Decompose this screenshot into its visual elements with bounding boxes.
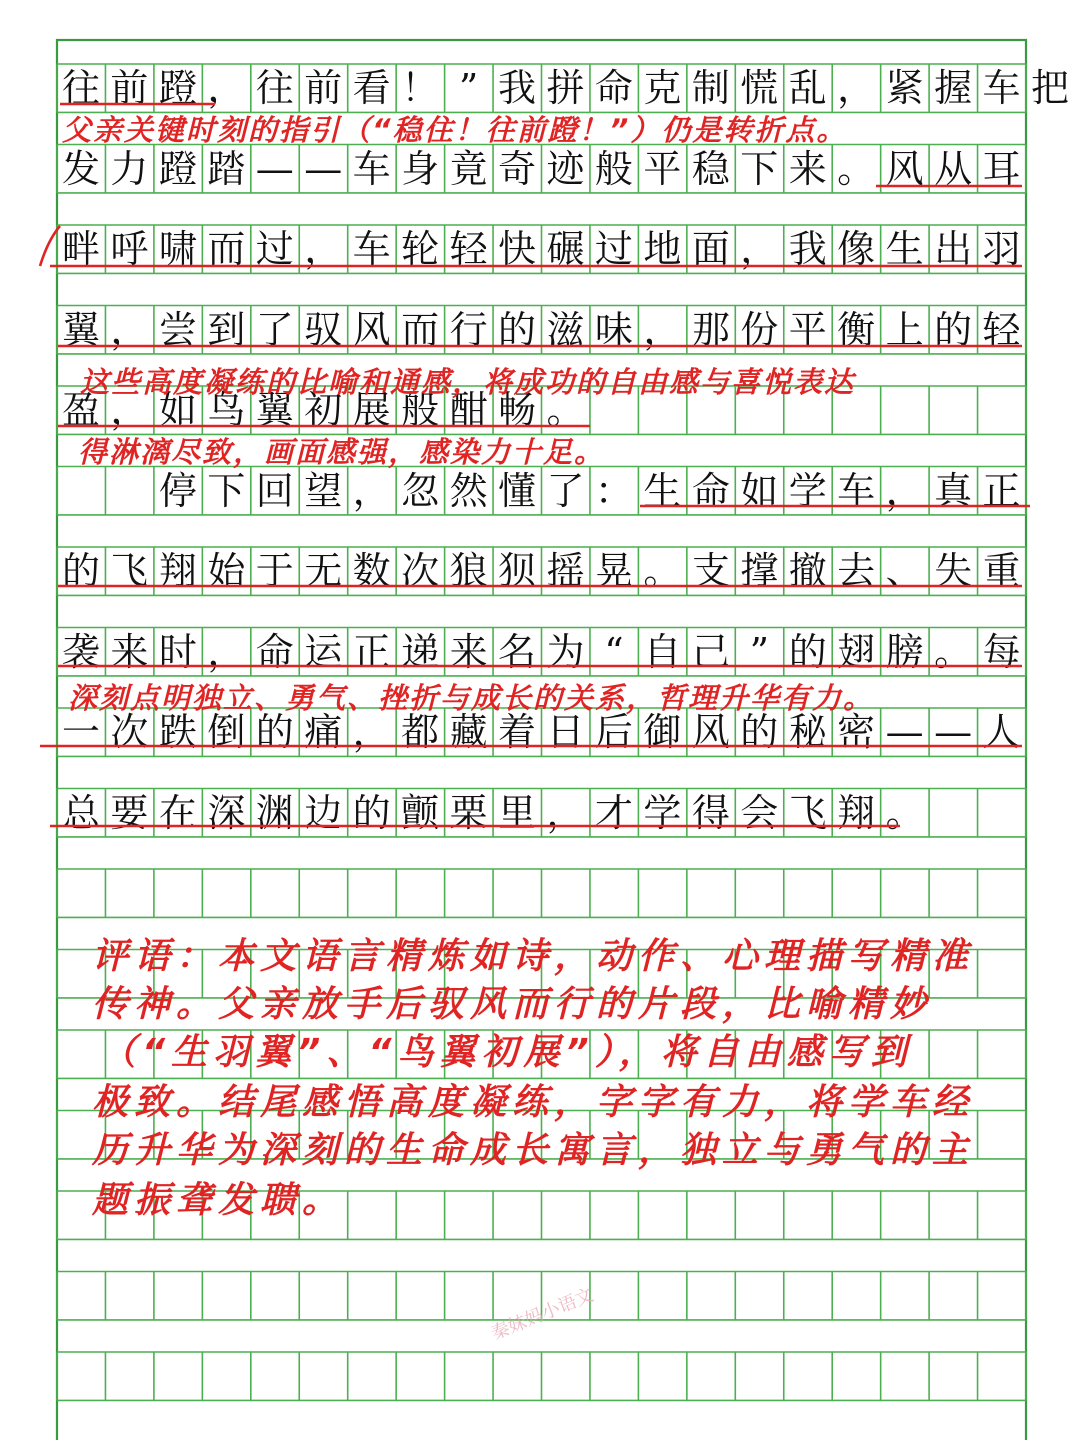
essay-char: 的 <box>352 790 391 835</box>
essay-char: 密 <box>837 710 876 754</box>
comment-line-6: 题振聋发聩。 <box>92 1180 345 1221</box>
essay-char: 的 <box>61 549 100 593</box>
essay-char: 袭 <box>61 629 100 674</box>
essay-char: 初 <box>304 388 343 432</box>
essay-char: 学 <box>643 790 682 835</box>
essay-char: — <box>255 146 294 191</box>
essay-char: 奇 <box>498 146 537 191</box>
essay-char: 去 <box>837 549 876 593</box>
essay-char: 都 <box>401 710 440 754</box>
essay-char: 轮 <box>401 227 440 271</box>
essay-char: 了 <box>546 468 585 513</box>
essay-char: 摇 <box>546 549 585 593</box>
essay-char: 制 <box>691 66 730 110</box>
essay-char: 从 <box>934 146 973 191</box>
essay-char: ” <box>749 629 770 674</box>
essay-char: 于 <box>255 549 294 593</box>
essay-char: 懂 <box>498 468 537 513</box>
essay-char: 车 <box>982 66 1021 110</box>
essay-char: 。 <box>643 549 682 593</box>
essay-char: 里 <box>498 790 537 835</box>
annotation-2: 这些高度凝练的比喻和通感，将成功的自由感与喜悦表达 <box>80 365 856 399</box>
essay-char: 呼 <box>110 227 149 271</box>
essay-char: 会 <box>740 790 779 835</box>
essay-char: 。 <box>837 146 876 191</box>
essay-char: 来 <box>110 629 149 674</box>
essay-char: 跌 <box>158 710 197 754</box>
essay-char: 学 <box>788 468 827 513</box>
essay-char: 己 <box>691 629 730 674</box>
essay-char: 发 <box>61 146 100 191</box>
essay-char: 总 <box>61 790 100 835</box>
essay-char: 过 <box>255 227 294 271</box>
essay-char: 膀 <box>885 629 924 674</box>
essay-char: 重 <box>982 549 1021 593</box>
essay-char: 拼 <box>546 66 585 110</box>
essay-char: 的 <box>498 307 537 352</box>
essay-char: 畔 <box>61 227 100 271</box>
essay-char: 时 <box>158 629 197 674</box>
essay-char: 得 <box>691 790 730 835</box>
essay-char: ， <box>546 790 585 835</box>
essay-char: ， <box>352 710 391 754</box>
essay-char: 驭 <box>304 307 343 352</box>
essay-char: ， <box>740 227 779 271</box>
essay-char: 深 <box>207 790 246 835</box>
essay-char: 后 <box>594 710 633 754</box>
essay-char: 狼 <box>449 549 488 593</box>
essay-char: 始 <box>207 549 246 593</box>
essay-char: 往 <box>61 66 100 110</box>
essay-char: 在 <box>158 790 197 835</box>
essay-char: 自 <box>643 629 682 674</box>
essay-char: 上 <box>885 307 924 352</box>
essay-char: 出 <box>934 227 973 271</box>
essay-char: 鸟 <box>207 388 246 432</box>
essay-char: 正 <box>352 629 391 674</box>
essay-char: 车 <box>352 227 391 271</box>
essay-char: 碾 <box>546 227 585 271</box>
essay-char: 的 <box>788 629 827 674</box>
essay-char: 为 <box>546 629 585 674</box>
essay-char: ： <box>594 468 633 513</box>
essay-char: 畅 <box>498 388 537 432</box>
essay-char: 乱 <box>788 66 827 110</box>
essay-char: 滋 <box>546 307 585 352</box>
essay-char: 般 <box>401 388 440 432</box>
essay-char: 渊 <box>255 790 294 835</box>
essay-char: 车 <box>352 146 391 191</box>
essay-char: 无 <box>304 549 343 593</box>
essay-char: 颤 <box>401 790 440 835</box>
essay-char: 我 <box>788 227 827 271</box>
essay-char: 而 <box>207 227 246 271</box>
essay-char: 真 <box>934 468 973 513</box>
essay-char: 平 <box>788 307 827 352</box>
essay-char: 递 <box>401 629 440 674</box>
essay-char: 命 <box>691 468 730 513</box>
essay-char: 轻 <box>982 307 1021 352</box>
essay-char: 展 <box>352 388 391 432</box>
essay-char: 风 <box>352 307 391 352</box>
comment-line-3: （“生羽翼”、“鸟翼初展”），将自由感写到 <box>100 1032 913 1073</box>
essay-char: 的 <box>255 710 294 754</box>
essay-char: 。 <box>934 629 973 674</box>
essay-char: 份 <box>740 307 779 352</box>
essay-char: ， <box>110 307 149 352</box>
essay-char: 紧 <box>885 66 924 110</box>
essay-char: 、 <box>885 549 924 593</box>
annotation-4: 深刻点明独立、勇气、挫折与成长的关系，哲理升华有力。 <box>68 681 875 715</box>
essay-char: 失 <box>934 549 973 593</box>
essay-char: 耳 <box>982 146 1021 191</box>
essay-char: 盈 <box>61 388 100 432</box>
annotation-1: 父亲关键时刻的指引（“稳住！往前蹬！”）仍是转折点。 <box>62 113 848 147</box>
essay-char: 如 <box>158 388 197 432</box>
essay-char: 数 <box>352 549 391 593</box>
essay-char: 到 <box>207 307 246 352</box>
essay-char: 日 <box>546 710 585 754</box>
essay-char: 下 <box>740 146 779 191</box>
essay-char: 栗 <box>449 790 488 835</box>
essay-char: 每 <box>982 629 1021 674</box>
essay-char: 秘 <box>788 710 827 754</box>
essay-char: 人 <box>982 710 1021 754</box>
essay-char: 撑 <box>740 549 779 593</box>
essay-char: 次 <box>110 710 149 754</box>
essay-char: 的 <box>740 710 779 754</box>
essay-char: 来 <box>788 146 827 191</box>
essay-char: 竟 <box>449 146 488 191</box>
essay-char: 过 <box>594 227 633 271</box>
essay-char: 慌 <box>740 66 779 110</box>
essay-char: 生 <box>885 227 924 271</box>
essay-char: 克 <box>643 66 682 110</box>
essay-char: 如 <box>740 468 779 513</box>
essay-char: 下 <box>207 468 246 513</box>
essay-char: 平 <box>643 146 682 191</box>
essay-char: ， <box>352 468 391 513</box>
essay-char: 御 <box>643 710 682 754</box>
essay-char: 痛 <box>304 710 343 754</box>
comment-line-5: 历升华为深刻的生命成长寓言，独立与勇气的主 <box>92 1130 975 1171</box>
essay-char: 衡 <box>837 307 876 352</box>
essay-char: 我 <box>498 66 537 110</box>
essay-char: 迹 <box>546 146 585 191</box>
essay-char: 次 <box>401 549 440 593</box>
essay-char: 命 <box>594 66 633 110</box>
essay-char: 风 <box>885 146 924 191</box>
watermark: 秦妹妈小语文 <box>488 1284 597 1345</box>
essay-char: 望 <box>304 468 343 513</box>
essay-char: 翔 <box>158 549 197 593</box>
essay-char: 忽 <box>401 468 440 513</box>
essay-char: 尝 <box>158 307 197 352</box>
essay-char: 味 <box>594 307 633 352</box>
essay-char: ， <box>885 468 924 513</box>
essay-char: 蹬 <box>158 66 197 110</box>
essay-char: 酣 <box>449 388 488 432</box>
essay-char: 的 <box>934 307 973 352</box>
essay-char: 踏 <box>207 146 246 191</box>
essay-char: — <box>304 146 343 191</box>
essay-char: 狈 <box>498 549 537 593</box>
essay-char: 翔 <box>837 790 876 835</box>
essay-char: 正 <box>982 468 1021 513</box>
essay-char: 面 <box>691 227 730 271</box>
comment-line-4: 极致。结尾感悟高度凝练，字字有力，将学车经 <box>92 1082 975 1123</box>
essay-char: 运 <box>304 629 343 674</box>
essay-char: ， <box>837 66 876 110</box>
essay-char: 力 <box>110 146 149 191</box>
essay-char: ， <box>207 629 246 674</box>
essay-char: 才 <box>594 790 633 835</box>
essay-char: 前 <box>304 66 343 110</box>
essay-char: 一 <box>61 710 100 754</box>
essay-char: ， <box>207 66 246 110</box>
essay-char: 飞 <box>110 549 149 593</box>
essay-char: — <box>934 710 973 754</box>
essay-char: ， <box>110 388 149 432</box>
essay-char: 蹬 <box>158 146 197 191</box>
essay-char: ， <box>643 307 682 352</box>
essay-char: 握 <box>934 66 973 110</box>
essay-char <box>57 467 105 515</box>
essay-char: 来 <box>449 629 488 674</box>
essay-char: ， <box>304 227 343 271</box>
essay-char: 支 <box>691 549 730 593</box>
essay-char: 藏 <box>449 710 488 754</box>
essay-char: 命 <box>255 629 294 674</box>
essay-char: 行 <box>449 307 488 352</box>
essay-char: 地 <box>643 227 682 271</box>
essay-char: 倒 <box>207 710 246 754</box>
essay-char: 回 <box>255 468 294 513</box>
essay-char: 般 <box>594 146 633 191</box>
essay-char: “ <box>604 629 624 674</box>
essay-char: 把 <box>1030 66 1069 110</box>
essay-char: 。 <box>546 388 585 432</box>
essay-char: 稳 <box>691 146 730 191</box>
essay-char: 快 <box>498 227 537 271</box>
annotation-3: 得淋漓尽致，画面感强，感染力十足。 <box>78 435 606 469</box>
essay-char: 风 <box>691 710 730 754</box>
comment-line-1: 评语：本文语言精炼如诗，动作、心理描写精准 <box>92 936 975 977</box>
essay-char: 那 <box>691 307 730 352</box>
essay-char: 生 <box>643 468 682 513</box>
comment-line-2: 传神。父亲放手后驭风而行的片段，比喻精妙 <box>92 984 933 1025</box>
essay-char: 前 <box>110 66 149 110</box>
essay-char: 羽 <box>982 227 1021 271</box>
essay-char: 翼 <box>61 307 100 352</box>
essay-char: 翼 <box>255 388 294 432</box>
essay-char: 身 <box>401 146 440 191</box>
essay-char: 车 <box>837 468 876 513</box>
essay-char <box>105 467 153 515</box>
essay-char: 撤 <box>788 549 827 593</box>
essay-char: ” <box>458 66 479 110</box>
essay-char: 晃 <box>594 549 633 593</box>
essay-char: 。 <box>885 790 924 835</box>
essay-char: 像 <box>837 227 876 271</box>
essay-char: 啸 <box>158 227 197 271</box>
essay-char: 然 <box>449 468 488 513</box>
essay-char: 而 <box>401 307 440 352</box>
essay-char: 停 <box>158 468 197 513</box>
essay-char: 边 <box>304 790 343 835</box>
essay-char: — <box>885 710 924 754</box>
essay-char: 飞 <box>788 790 827 835</box>
essay-char: 翅 <box>837 629 876 674</box>
essay-char: 轻 <box>449 227 488 271</box>
essay-char: 了 <box>255 307 294 352</box>
essay-char: 往 <box>255 66 294 110</box>
essay-char: 名 <box>498 629 537 674</box>
essay-char: 着 <box>498 710 537 754</box>
essay-char: ！ <box>401 66 440 110</box>
essay-char: 要 <box>110 790 149 835</box>
essay-char: 看 <box>352 66 391 110</box>
